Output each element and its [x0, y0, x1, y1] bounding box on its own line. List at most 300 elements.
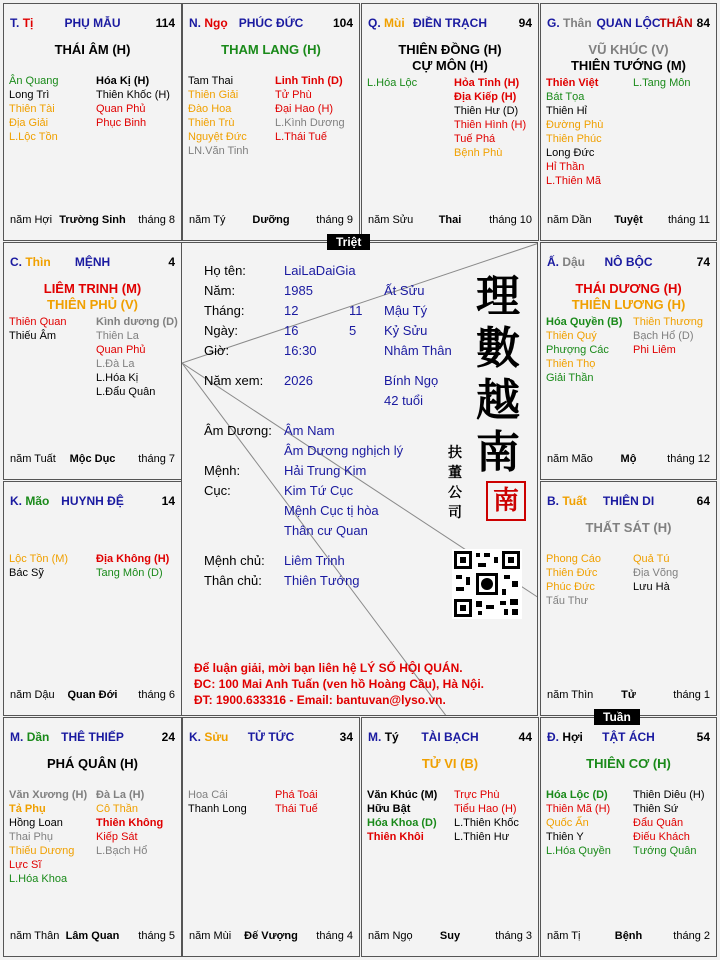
footer-stage: Tử [621, 689, 636, 701]
palace-branch-name: Hợi [562, 730, 583, 744]
minor-star: Hóa Lộc (D) [546, 789, 608, 801]
minor-star: Đào Hoa [188, 103, 232, 115]
palace-title: THIÊN DI [602, 494, 655, 508]
star-list-right [454, 76, 526, 160]
palace-branch [547, 255, 585, 269]
star-list-right [633, 788, 705, 858]
minor-star: Long Trì [9, 89, 50, 101]
minor-star: Quan Phủ [96, 344, 146, 356]
minor-star: L.Bạch Hổ [96, 845, 148, 857]
palace-mui[interactable] [361, 3, 539, 241]
star-list-right [275, 74, 345, 144]
palace-age: 114 [155, 16, 175, 30]
palace-age-wrapper [162, 730, 175, 744]
palace-stem: G. [547, 16, 560, 30]
palace-mao[interactable] [3, 481, 182, 716]
minor-star: L.Thái Tuế [275, 131, 327, 143]
minor-star: Cô Thần [96, 803, 138, 815]
main-star: THÁI ÂM (H) [54, 42, 131, 57]
red-stamp: 南 [486, 481, 526, 521]
nam-value: 1985 [284, 283, 313, 298]
footer-stage: Quan Đới [67, 689, 118, 701]
palace-stem: K. [10, 494, 22, 508]
minor-star: Địa Kiếp (H) [454, 91, 517, 103]
minor-star: Thiên Sứ [633, 803, 679, 815]
tuoi [384, 393, 423, 408]
star-list-right [633, 76, 690, 90]
palace-branch [10, 494, 49, 508]
palace-stem: T. [10, 16, 20, 30]
star-list-left [9, 788, 87, 886]
minor-star: Thiên Mã (H) [546, 803, 611, 815]
palace-header [547, 255, 710, 271]
minor-star: Bạch Hổ (D) [633, 330, 694, 342]
palace-title: PHỤ MẪU [64, 16, 121, 30]
minor-star: Thiên Diêu (H) [633, 789, 705, 801]
palace-hoi[interactable] [540, 717, 717, 957]
minor-star: Quả Tú [633, 553, 670, 565]
minor-star: Hoa Cái [188, 789, 228, 801]
palace-branch [10, 16, 33, 30]
cuc-3-value: Thân cư Quan [284, 523, 368, 538]
palace-branch-name: Dậu [562, 255, 586, 269]
palace-age-wrapper [340, 730, 353, 744]
palace-branch-name: Tuất [562, 494, 587, 508]
main-star: LIÊM TRINH (M) [43, 281, 142, 296]
minor-star: Hóa Khoa (D) [367, 817, 437, 829]
palace-branch-name: Mùi [384, 16, 405, 30]
qr-code-icon[interactable] [452, 549, 522, 619]
minor-star: Văn Khúc (M) [367, 789, 438, 801]
palace-branch [547, 494, 587, 508]
palace-title: TÀI BẠCH [421, 730, 479, 744]
palace-footer [189, 214, 353, 228]
palace-branch-name: Sửu [204, 730, 229, 744]
minor-star: Thiên Khốc (H) [96, 89, 170, 101]
minor-star: Thái Tuế [275, 803, 318, 815]
palace-suu[interactable] [182, 717, 360, 957]
footer-year: năm Sửu [368, 214, 414, 226]
thang-am: 11 [349, 303, 363, 318]
minor-star: L.Đẩu Quân [96, 386, 156, 398]
palace-ti[interactable] [3, 3, 182, 241]
palace-stem: M. [368, 730, 382, 744]
star-list-left [9, 74, 59, 144]
tuoi-value: 42 tuổi [384, 393, 424, 408]
palace-ty[interactable] [361, 717, 539, 957]
gio-value: 16:30 [284, 343, 317, 358]
palace-header [10, 16, 175, 32]
footer-year: năm Tị [547, 930, 581, 942]
footer-month: tháng 8 [138, 214, 175, 226]
footer-stage: Thai [438, 214, 462, 226]
ngay-value: 16 [284, 323, 299, 338]
palace-stem: K. [189, 730, 201, 744]
palace-branch-name: Ngọ [204, 16, 228, 30]
palace-branch-name: Mão [25, 494, 50, 508]
minor-star: Tam Thai [188, 75, 234, 87]
main-star: THẤT SÁT (H) [585, 520, 672, 535]
contact-phone-email: ĐT: 1900.633316 - Email: bantuvan@lyso.vn. [194, 693, 446, 707]
minor-star: Thiên Hư (D) [454, 105, 519, 117]
palace-title: THÊ THIẾP [61, 730, 124, 744]
palace-branch [547, 730, 583, 744]
palace-age: 104 [332, 16, 353, 30]
nam-label: Năm: [204, 283, 236, 298]
minor-star: Phượng Các [546, 344, 609, 356]
minor-star: Bệnh Phù [454, 147, 503, 159]
star-list-right [96, 788, 163, 858]
minor-star: Phi Liêm [633, 344, 676, 356]
footer-month: tháng 6 [138, 689, 175, 701]
footer-stage: Dưỡng [252, 214, 290, 226]
palace-header [189, 730, 353, 746]
minor-star: Hóa Quyền (B) [546, 316, 623, 328]
minor-star: Địa Giải [9, 117, 49, 129]
palace-than[interactable] [540, 3, 717, 241]
minor-star: Thiên Tài [9, 103, 55, 115]
am-duong-label: Âm Dương: [204, 423, 272, 438]
star-list-left [367, 76, 417, 90]
palace-age: 94 [518, 16, 532, 30]
palace-header [368, 730, 532, 746]
minor-star: Tấu Thư [546, 595, 589, 607]
palace-thin[interactable] [3, 242, 182, 480]
palace-age-wrapper [519, 730, 532, 744]
minor-star: Thiên Quan [9, 316, 67, 328]
main-star: THIÊN PHỦ (V) [47, 297, 138, 312]
palace-age: 54 [696, 730, 710, 744]
palace-title: QUAN LỘC [596, 16, 661, 30]
ngay-can: Kỷ Sửu [384, 323, 428, 338]
footer-year: năm Tuất [10, 453, 56, 465]
palace-header [189, 16, 353, 32]
minor-star: Tuế Phá [454, 133, 496, 145]
footer-month: tháng 10 [489, 214, 532, 226]
minor-star: L.Hóa Lộc [367, 77, 418, 89]
cuc-2 [284, 503, 379, 518]
minor-star: Tướng Quân [633, 845, 697, 857]
footer-month: tháng 1 [673, 689, 710, 701]
minor-star: Tả Phụ [9, 803, 46, 815]
palace-title: HUYNH ĐỆ [61, 494, 124, 508]
footer-month: tháng 12 [667, 453, 710, 465]
nam-xem-can: Bính Ngọ [384, 373, 439, 388]
minor-star: Phong Cáo [546, 553, 602, 565]
palace-header [10, 730, 175, 746]
footer-month: tháng 3 [495, 930, 532, 942]
palace-footer [547, 689, 710, 703]
palace-footer [189, 930, 353, 944]
footer-month: tháng 9 [316, 214, 353, 226]
palace-branch [10, 255, 51, 269]
seal-small-text: 扶 董 公 司 [448, 445, 462, 521]
minor-star: Thiên Không [96, 817, 164, 829]
minor-star: L.Lộc Tồn [9, 131, 58, 143]
minor-star: Tử Phù [275, 89, 312, 101]
minor-star: Giải Thần [546, 372, 594, 384]
star-list-right [96, 552, 169, 580]
palace-header [10, 494, 175, 510]
minor-star: Thiên Trù [188, 117, 235, 129]
main-star: CỰ MÔN (H) [412, 58, 488, 73]
palace-branch [368, 16, 405, 30]
minor-star: Kình dương (D) [96, 316, 178, 328]
footer-stage: Bệnh [614, 930, 643, 942]
palace-age: 84 [696, 16, 710, 30]
footer-stage: Trường Sinh [59, 214, 126, 226]
menh-chu-label: Mệnh chủ: [204, 553, 265, 568]
minor-star: L.Thiên Mã [546, 175, 602, 187]
palace-age-wrapper [697, 255, 710, 269]
palace-title: NÔ BỘC [604, 255, 653, 269]
minor-star: Thiên Đức [546, 567, 598, 579]
minor-star: Đẩu Quân [633, 817, 684, 829]
minor-star: L.Thiên Hư [454, 831, 510, 843]
footer-year: năm Ngọ [368, 930, 413, 942]
gio-can: Nhâm Thân [384, 343, 452, 358]
triet-marker: Triệt [327, 234, 370, 250]
footer-month: tháng 4 [316, 930, 353, 942]
minor-star: Phúc Đức [546, 581, 595, 593]
footer-stage: Mộ [620, 453, 637, 465]
minor-star: Điếu Khách [633, 831, 690, 843]
palace-stem: Ấ. [547, 255, 559, 269]
footer-year: năm Dậu [10, 689, 55, 701]
minor-star: Hữu Bật [367, 803, 411, 815]
palace-branch-name: Dần [26, 730, 50, 744]
center-info-panel [181, 242, 538, 716]
minor-star: Thiên Thương [633, 316, 704, 328]
palace-branch-name: Thìn [25, 255, 51, 269]
minor-star: Thiếu Âm [9, 330, 57, 342]
footer-month: tháng 7 [138, 453, 175, 465]
minor-star: Bát Tọa [546, 91, 585, 103]
main-star: THIÊN ĐỒNG (H) [398, 42, 502, 57]
minor-star: Hỉ Thần [546, 161, 585, 173]
ho-ten-label: Họ tên: [204, 263, 246, 278]
palace-branch [368, 730, 399, 744]
footer-year: năm Thân [10, 930, 60, 942]
minor-star: Thiên Việt [546, 77, 599, 89]
palace-age: 24 [161, 730, 175, 744]
nam-row [204, 283, 504, 298]
thang-value: 12 [284, 303, 299, 318]
palace-ngo[interactable] [182, 3, 360, 241]
palace-header [547, 494, 710, 510]
thang-label: Tháng: [204, 303, 245, 318]
menh-value: Hải Trung Kim [284, 463, 367, 478]
star-list-left [546, 76, 603, 188]
star-list-left [546, 552, 601, 608]
footer-year: năm Tý [189, 214, 226, 226]
tuan-marker: Tuần [594, 709, 640, 725]
than-chu-label: Thân chủ: [204, 573, 262, 588]
palace-age: 64 [696, 494, 710, 508]
palace-age-wrapper [168, 255, 175, 269]
gio-row [204, 343, 504, 358]
main-star: THIÊN TƯỚNG (M) [570, 58, 687, 73]
palace-header [10, 255, 175, 271]
footer-year: năm Mùi [189, 930, 232, 942]
minor-star: Quốc Ấn [546, 817, 589, 829]
star-list-left [546, 788, 611, 858]
palace-header [547, 730, 710, 746]
minor-star: Tiểu Hao (H) [454, 803, 517, 815]
minor-star: Đường Phù [546, 119, 604, 131]
palace-branch [189, 16, 228, 30]
palace-footer [547, 930, 710, 944]
palace-header [368, 16, 532, 32]
minor-star: Thiên Thọ [546, 358, 596, 370]
footer-year: năm Dần [547, 214, 592, 226]
star-list-right [454, 788, 519, 844]
palace-dan[interactable] [3, 717, 182, 957]
palace-stem: Q. [368, 16, 381, 30]
footer-stage: Suy [439, 930, 461, 942]
minor-star: Thiếu Dương [9, 845, 75, 857]
gio-label: Giờ: [204, 343, 230, 358]
footer-year: năm Thìn [547, 689, 594, 701]
palace-stem: C. [10, 255, 22, 269]
palace-branch [10, 730, 49, 744]
footer-month: tháng 11 [667, 214, 710, 226]
main-star: TỬ VI (B) [421, 756, 479, 771]
minor-star: Thiên Hỉ [546, 105, 587, 117]
am-duong-2-value: Âm Dương nghịch lý [284, 443, 404, 458]
palace-age: 74 [696, 255, 710, 269]
cuc-3 [284, 523, 368, 538]
palace-age: 34 [339, 730, 353, 744]
minor-star: Thiên Giải [188, 89, 239, 101]
minor-star: Thiên Hình (H) [454, 119, 527, 131]
palace-age-wrapper [697, 494, 710, 508]
minor-star: L.Hóa Khoa [9, 873, 68, 885]
footer-stage: Tuyệt [614, 214, 643, 226]
thang-can: Mậu Tý [384, 303, 428, 318]
footer-stage: Mộc Dục [69, 453, 116, 465]
than-marker: THÂN [659, 16, 693, 30]
minor-star: Đại Hao (H) [275, 103, 334, 115]
minor-star: Phục Binh [96, 117, 147, 129]
cuc-label: Cục: [204, 483, 231, 498]
minor-star: L.Đà La [96, 358, 135, 370]
star-list-right [96, 74, 170, 130]
palace-title: PHÚC ĐỨC [238, 16, 304, 30]
ho-ten-row [204, 263, 356, 278]
palace-stem: B. [547, 494, 559, 508]
minor-star: Trực Phù [454, 789, 500, 801]
nam-can: Ất Sửu [384, 283, 425, 298]
minor-star: L.Thiên Khốc [454, 817, 519, 829]
minor-star: Thiên La [96, 330, 139, 342]
minor-star: Kiếp Sát [96, 831, 138, 843]
minor-star: Lực Sĩ [9, 859, 42, 871]
seal-char-1: 理 [476, 271, 520, 322]
minor-star: Thiên Phúc [546, 133, 602, 145]
ngay-am: 5 [349, 323, 357, 338]
main-star: THIÊN CƠ (H) [586, 756, 671, 771]
footer-stage: Lâm Quan [65, 930, 120, 942]
minor-star: Nguyệt Đức [188, 131, 247, 143]
contact-line-1: Để luận giải, mời bạn liên hệ LÝ SỐ HỘI QUÁN. [194, 661, 463, 675]
palace-footer [10, 214, 175, 228]
palace-age: 14 [161, 494, 175, 508]
palace-age-wrapper [333, 16, 353, 30]
minor-star: Linh Tinh (D) [275, 75, 343, 87]
minor-star: L.Hóa Kị [96, 372, 139, 384]
minor-star: L.Hóa Quyền [546, 845, 611, 857]
minor-star: Ân Quang [9, 75, 59, 87]
minor-star: Địa Không (H) [96, 553, 170, 565]
star-list-left [367, 788, 437, 844]
palace-stem: M. [10, 730, 24, 744]
palace-dau[interactable] [540, 242, 717, 480]
minor-star: Thanh Long [188, 803, 247, 815]
palace-footer [368, 930, 532, 944]
palace-title: TỬ TỨC [247, 730, 295, 744]
am-duong-row [204, 423, 504, 438]
palace-tuat[interactable] [540, 481, 717, 716]
star-list-left [188, 788, 247, 816]
minor-star: Tang Môn (D) [96, 567, 163, 579]
minor-star: Thiên Khôi [367, 831, 424, 843]
star-list-right [633, 315, 703, 357]
star-list-right [275, 788, 318, 816]
minor-star: L.Tang Môn [633, 77, 691, 89]
palace-title: MỆNH [74, 255, 111, 269]
nam-xem-label: Năm xem: [204, 373, 264, 388]
star-list-left [546, 315, 622, 385]
minor-star: L.Kình Dương [275, 117, 345, 129]
star-list-right [633, 552, 678, 594]
thang-row [204, 303, 504, 318]
minor-star: Văn Xương (H) [9, 789, 88, 801]
minor-star: Phá Toái [275, 789, 318, 801]
palace-footer [547, 453, 710, 467]
palace-branch-name: Thân [563, 16, 592, 30]
ho-ten-value: LaiLaDaiGia [284, 263, 356, 278]
main-star: VŨ KHÚC (V) [588, 42, 669, 57]
minor-star: Địa Võng [633, 567, 679, 579]
minor-star: LN.Văn Tinh [188, 145, 249, 157]
footer-month: tháng 2 [673, 930, 710, 942]
palace-branch [547, 16, 592, 30]
palace-age-wrapper [697, 730, 710, 744]
palace-footer [10, 930, 175, 944]
seal-char-4: 南 [476, 427, 520, 478]
cuc-2-value: Mệnh Cục tị hòa [284, 503, 379, 518]
palace-age-wrapper [659, 16, 710, 30]
minor-star: Thai Phụ [9, 831, 54, 843]
main-star: THÁI DƯƠNG (H) [575, 281, 682, 296]
palace-stem: N. [189, 16, 201, 30]
seal-char-3: 越 [476, 375, 520, 426]
minor-star: Lưu Hà [633, 581, 670, 593]
palace-footer [10, 453, 175, 467]
palace-age: 4 [168, 255, 175, 269]
footer-year: năm Hợi [10, 214, 53, 226]
palace-footer [368, 214, 532, 228]
palace-age-wrapper [156, 16, 175, 30]
star-list-left [9, 315, 66, 343]
footer-year: năm Mão [547, 453, 593, 465]
palace-age-wrapper [162, 494, 175, 508]
palace-footer [10, 689, 175, 703]
palace-header [547, 16, 710, 32]
palace-title: ĐIỀN TRẠCH [413, 16, 487, 30]
nam-xem-value: 2026 [284, 373, 313, 388]
